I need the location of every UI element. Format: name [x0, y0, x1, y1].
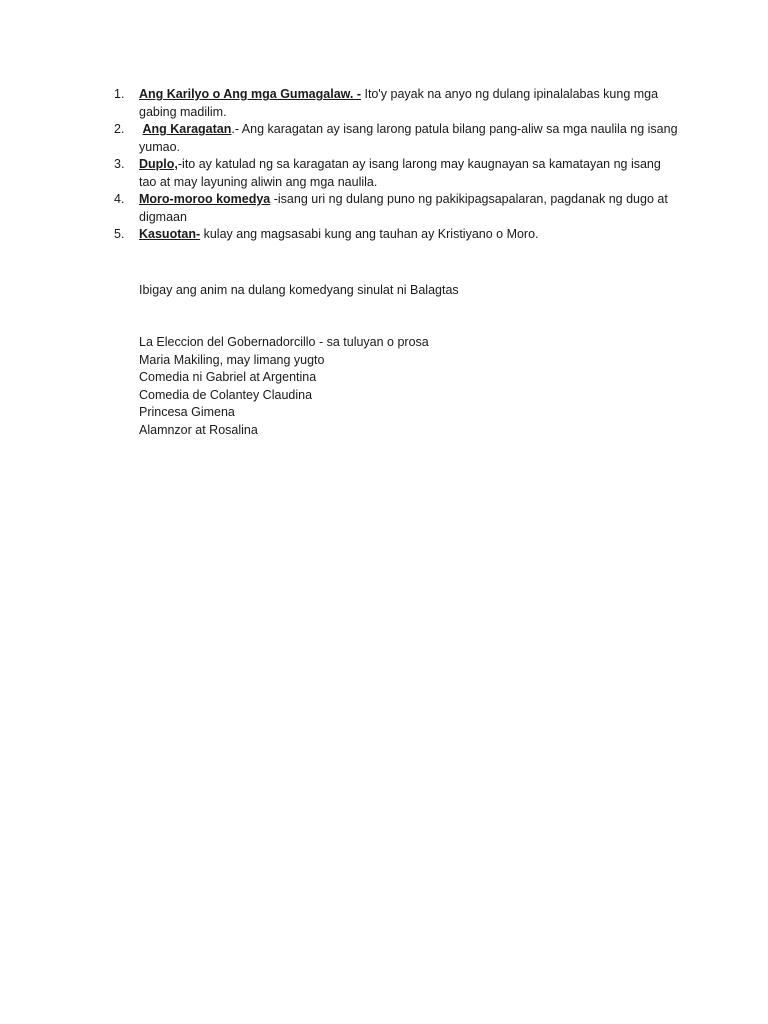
- work-item: Comedia de Colantey Claudina: [139, 387, 313, 402]
- definitions-list: [110, 86, 680, 244]
- item-text: -ito ay katulad ng sa karagatan ay isang larong may kaugnayan sa kamatayan ng isang tao at may layuning aliwin ang mga naulila.: [139, 157, 661, 189]
- work-item: Princesa Gimena: [139, 405, 235, 419]
- list-item: [110, 226, 680, 244]
- item-text: Ito'y payak na anyo ng dulang ipinalalabas kung mga gabing madilim.: [139, 87, 659, 119]
- item-number: 3.: [114, 157, 125, 171]
- item-term: Kasuotan-: [139, 227, 201, 241]
- list-item: [110, 86, 680, 121]
- item-term: Ang Karilyo o Ang mga Gumagalaw. -: [139, 87, 362, 101]
- item-text: .- Ang karagatan ay isang larong patula bilang pang-aliw sa mga naulila ng isang yumao.: [139, 122, 678, 154]
- item-text: kulay ang magsasabi kung ang tauhan ay Kristiyano o Moro.: [200, 227, 539, 241]
- work-item: Alamnzor at Rosalina: [139, 422, 258, 437]
- item-number: 2.: [114, 122, 125, 136]
- item-number: 5.: [114, 227, 125, 241]
- item-term: Ang Karagatan: [142, 122, 232, 136]
- item-term: Moro-moroo komedya: [139, 192, 271, 206]
- work-item: Maria Makiling, may limang yugto: [139, 352, 325, 367]
- work-item: Comedia ni Gabriel at Argentina: [139, 370, 317, 384]
- item-number: 4.: [114, 192, 125, 206]
- work-item: La Eleccion del Gobernadorcillo - sa tuluyan o prosa: [139, 335, 429, 349]
- item-term: Duplo,: [139, 157, 178, 171]
- list-item: [110, 191, 680, 226]
- comedy-works-list: [139, 334, 429, 439]
- list-item: [110, 156, 680, 191]
- list-item: [110, 121, 680, 156]
- item-number: 1.: [114, 87, 125, 101]
- item-text: -isang uri ng dulang puno ng pakikipagsapalaran, pagdanak ng dugo at digmaan: [139, 192, 668, 224]
- question-prompt: Ibigay ang anim na dulang komedyang sinulat ni Balagtas: [139, 283, 459, 297]
